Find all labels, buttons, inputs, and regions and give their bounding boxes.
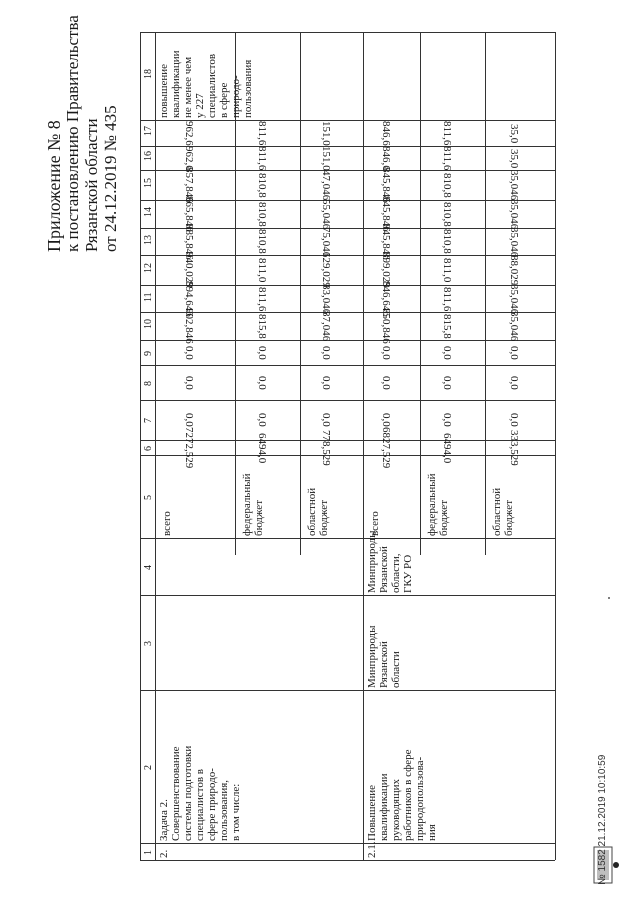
column-number: 4 [143,564,154,570]
table-rule [140,595,555,596]
responsible-executor-line: Рязанской [378,641,390,688]
table-value: 962,6 [183,120,195,146]
table-rule [363,32,364,860]
co-executor-line: Рязанской [378,546,390,593]
responsible-executor [366,626,402,689]
responsible-executor-line: Минприроды [366,625,378,688]
funding-source [306,488,330,536]
column-number: 11 [143,291,154,302]
table-value: 35,046 [508,226,520,257]
table-value: 0,0 [183,413,195,427]
table-value: 811,6 [255,121,268,146]
table-value: 811,6 [255,286,268,311]
table-value: 55,046 [319,199,332,230]
table-value: 846,6 [379,120,392,146]
table-value: 810,8 [255,172,268,198]
task-description-line: пользования, [218,779,230,841]
table-value: 151,0 [319,120,332,146]
table-rule [140,860,555,861]
task-description-line: системы подготовки [182,745,194,841]
table-rule [140,843,555,844]
table-value: 811,0 [440,258,453,283]
funding-source-line: областной [491,487,503,536]
funding-source-line: федеральный [241,473,253,536]
task-description [366,750,438,842]
funding-source [241,474,265,537]
column-number: 10 [143,319,154,329]
task-description-line: ния [426,824,438,841]
table-rule [300,32,301,555]
table-value: 810,8 [255,201,268,227]
co-executor-line: Минприроды [366,530,378,593]
expected-result-line: специалистов [206,53,218,118]
table-value: 811,6 [440,286,453,311]
table-value: 810,8 [255,229,268,254]
column-number: 14 [143,207,154,217]
column-number: 9 [143,350,154,356]
table-rule [140,32,141,860]
table-value: 846,646 [379,280,392,317]
table-value: 845,846 [379,223,392,260]
row-number: 2.1. [366,841,378,858]
task-description-line: специалистов в [194,769,206,841]
table-rule [140,440,555,441]
table-value: 151,0 [319,145,332,171]
table-value: 0,0 [319,345,332,360]
co-executor-line: ГКУ РО [402,554,414,593]
table-value: 811,0 [255,258,268,283]
table-value: 35,046 [508,199,520,230]
expected-result-line: не менее чем [182,56,194,118]
table-value: 0,0 [379,413,392,427]
task-description-line: квалификации [378,773,390,841]
responsible-executor-line: области [390,651,402,688]
table-value: 810,8 [440,172,453,198]
funding-source-line: бюджет [438,500,450,536]
table-value: 0,0 [255,375,268,390]
table-value: 0,0 [183,345,195,360]
task-description-line: руководящих [390,779,402,841]
column-number: 16 [143,151,154,161]
table-value: 0,0 [508,413,520,427]
table-rule [140,340,555,341]
table-value: 0,0 [440,345,453,360]
column-number: 8 [143,380,154,386]
table-value: 940,029 [183,252,195,288]
table-value: 0,0 [508,375,520,390]
scan-dot [608,597,610,599]
column-number: 12 [143,263,154,273]
table-value: 815,8 [440,313,453,339]
task-description-line: Задача 2. [158,799,170,841]
table-rule [155,32,156,860]
table-value: 811,6 [440,121,453,146]
expected-result-line: квалификации [170,50,182,118]
table-rule [140,538,555,539]
funding-source [426,474,450,537]
task-description-line: Повышение [366,784,378,841]
table-rule [140,120,555,121]
column-number: 17 [143,126,154,136]
table-value: 902,846 [183,308,195,344]
column-number: 3 [143,640,154,646]
table-value: 0,0 [440,375,453,390]
column-number: 15 [143,178,154,188]
region-name: Рязанской области [82,118,101,252]
table-rule [140,170,555,171]
funding-source-line: всего [161,511,173,536]
table-value: 0,0 [255,413,268,427]
table-value: 811,6 [255,146,268,171]
table-value: 129,029 [319,252,332,288]
table-value: 7272,529 [183,427,195,469]
task-description-line: природопользова- [414,756,426,841]
funding-source [491,488,515,536]
expected-result-line: природо- [230,75,242,118]
funding-source-line: бюджет [318,500,330,536]
table-value: 962,6 [183,145,195,171]
table-value: 6494,0 [440,432,453,463]
table-value: 47,046 [319,170,332,201]
table-value: 88,029 [508,255,520,286]
table-value: 35,046 [508,311,520,342]
table-rule [140,285,555,286]
table-value: 0,0 [319,375,332,390]
funding-source [369,511,381,536]
table-value: 810,8 [440,201,453,227]
table-value: 0,0 [255,345,268,360]
column-number: 6 [143,445,154,451]
table-value: 865,846 [183,196,195,232]
table-value: 0,0 [379,345,392,360]
table-value: 0,0 [379,375,392,390]
table-value: 845,846 [379,167,392,203]
table-rule [420,32,421,555]
resolution-ref: к постановлению Правительства [63,15,82,252]
table-rule [140,255,555,256]
table-value: 35,046 [508,170,520,201]
table-value: 87,046 [319,311,332,342]
row-number: 2. [158,849,170,858]
column-number: 1 [143,849,154,855]
table-value: 35,0 [508,148,520,168]
expected-result-line: в сфере [218,82,230,118]
co-executor [366,531,414,594]
table-value: 6494,0 [255,432,268,463]
table-rule [555,32,556,860]
table-rule [140,365,555,366]
funding-source-line: всего [369,511,381,536]
column-number: 13 [143,234,154,245]
table-rule [140,200,555,201]
registration-number: № 1582 21.12.2019 10:10:59 [597,754,608,885]
table-rule [140,146,555,147]
table-value: 0,0 [508,345,520,360]
table-value: 811,6 [440,146,453,171]
expected-result-line: у 227 [194,93,206,118]
table-rule [140,690,555,691]
expected-result [158,51,254,118]
appendix-number: Приложение № 8 [44,120,64,252]
table-value: 83,046 [319,283,332,314]
table-value: 333,529 [508,429,520,466]
table-value: 885,846 [183,223,195,260]
column-number: 2 [143,764,154,770]
table-value: 850,846 [379,308,392,344]
table-value: 815,8 [255,313,268,339]
resolution-date: от 24.12.2019 № 435 [101,105,120,252]
table-value: 6827,529 [379,427,392,469]
table-rule [485,32,486,555]
task-description [158,746,242,841]
task-description-line: в том числе: [230,783,242,841]
table-value: 845,846 [379,196,392,232]
table-value: 35,0 [508,123,520,143]
table-rule [140,228,555,229]
co-executor-line: области, [390,553,402,593]
table-rule [140,455,555,456]
table-value: 810,8 [440,229,453,254]
table-value: 857,846 [183,167,195,203]
table-value: 894,646 [183,280,195,317]
table-value: 0,0 [183,375,195,390]
table-value: 778,529 [319,429,332,466]
task-description-line: работников в сфере [402,749,414,841]
funding-source-line: федеральный [426,473,438,536]
column-number: 18 [143,69,154,79]
table-rule [140,400,555,401]
task-description-line: Совершенствование [170,746,182,841]
table-value: 899,029 [379,252,392,288]
table-value: 75,046 [319,226,332,257]
table-value: 0,0 [440,413,453,427]
column-number: 7 [143,418,154,423]
funding-source-line: бюджет [503,500,515,536]
funding-source-line: областной [306,487,318,536]
funding-source [161,511,173,536]
expected-result-line: повышение [158,64,170,118]
table-rule [140,312,555,313]
column-number: 5 [143,494,154,500]
table-rule [140,32,555,33]
expected-result-line: пользования [242,59,254,118]
task-description-line: сфере природо- [206,768,218,841]
table-value: 0,0 [319,413,332,427]
funding-source-line: бюджет [253,500,265,536]
table-value: 35,046 [508,283,520,314]
table-value: 846,6 [379,145,392,171]
